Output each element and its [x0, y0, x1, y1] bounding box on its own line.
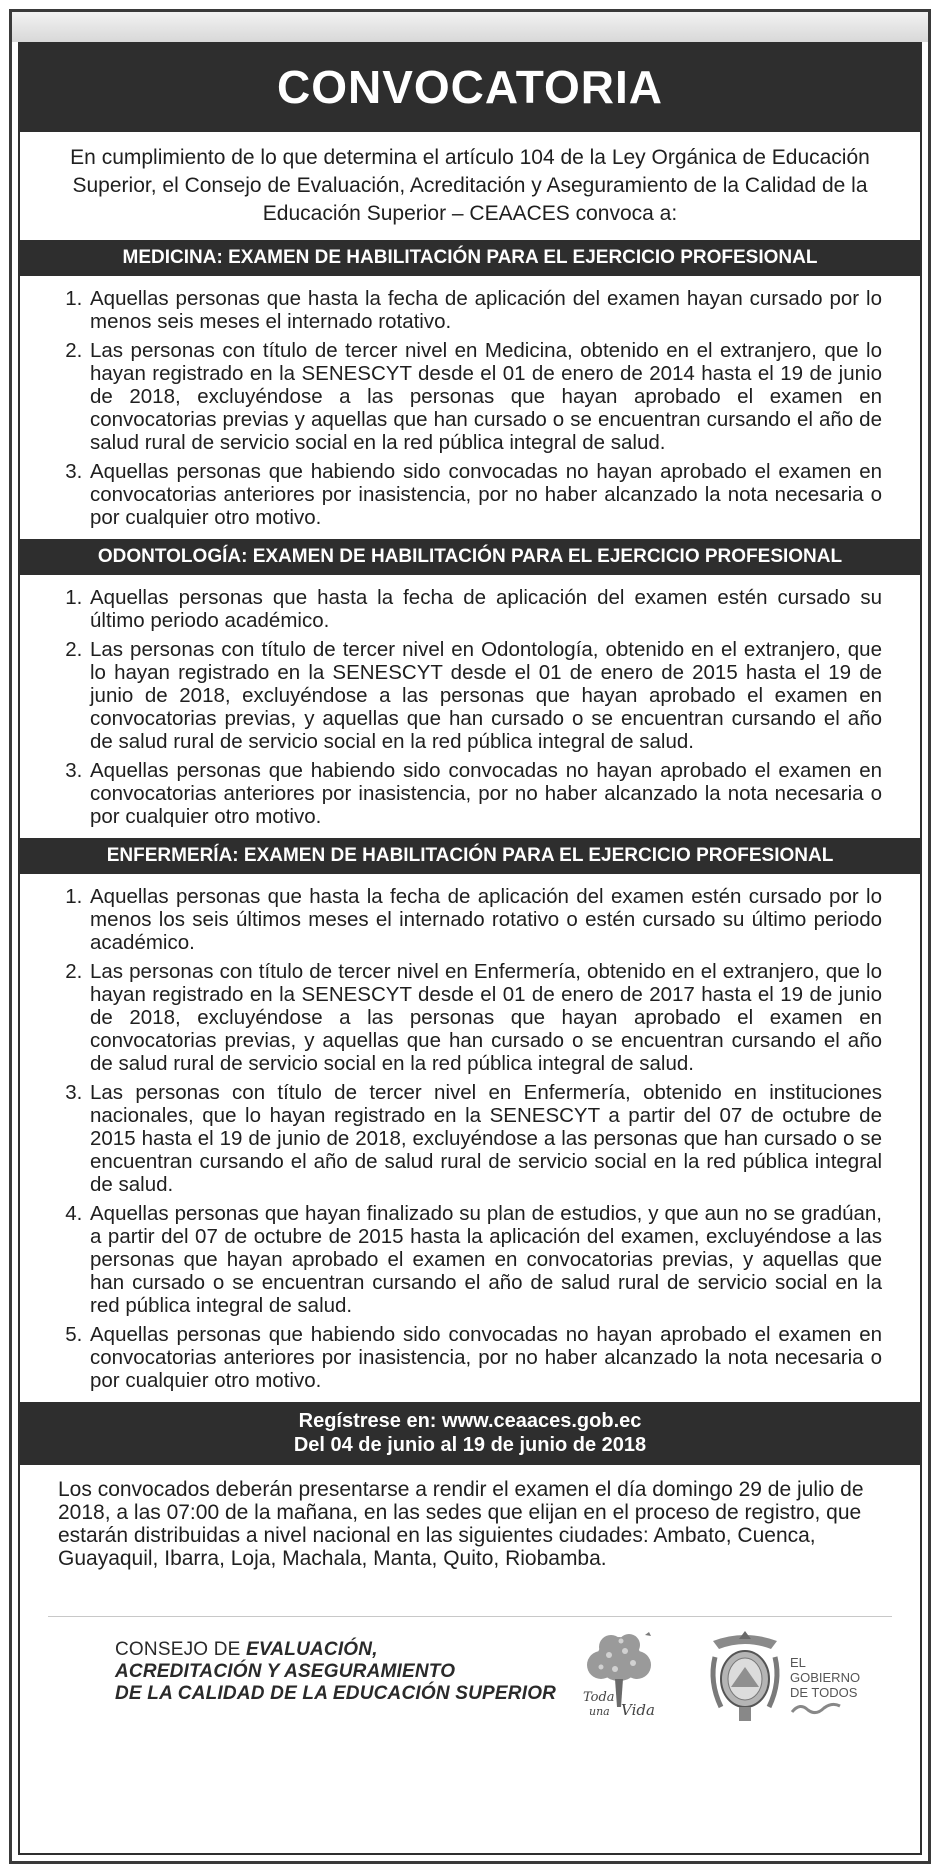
list-item: 2. Las personas con título de tercer nivel en Enfermería, obtenido en el extranjero, que lo hayan registrado en la SENESCYT desde el 01 de enero de 2017 hasta el 19 de junio de 2018, excluyéndose a las personas que hayan aprobado el examen en convocatorias previas, y aquellas que han cursado o se encuentran cursando el año de salud rural de servicio social en la red pública integral de salud. [88, 960, 882, 1075]
registration-dates-line: Del 04 de junio al 19 de junio de 2018 [293, 1434, 647, 1456]
title-bar [20, 42, 920, 132]
org-line2: ACREDITACIÓN Y ASEGURAMIENTO [115, 1661, 456, 1682]
intro-paragraph: En cumplimiento de lo que determina el artículo 104 de la Ley Orgánica de Educación Superior, el Consejo de Evaluación, Acreditación y Aseguramiento de la Calidad de la Educación Superior – CEAACES convoca a: [70, 146, 870, 225]
requirements-list-odontologia [20, 575, 920, 838]
list-item: 2. Las personas con título de tercer nivel en Odontología, obtenido en el extranjero, que lo hayan registrado en la SENESCYT desde el 01 de enero de 2015 hasta el 19 de junio de 2018, excluyéndose a las personas que hayan aprobado el examen en convocatorias previas, y aquellas que han cursado o se encuentran cursando el año de salud rural de servicio social en la red pública integral de salud. [88, 638, 882, 753]
page-title: CONVOCATORIA [277, 61, 663, 113]
section-heading-enfermeria: ENFERMERÍA: EXAMEN DE HABILITACIÓN PARA EL EJERCICIO PROFESIONAL [20, 838, 920, 874]
list-item: 1. Aquellas personas que hasta la fecha de aplicación del examen hayan cursado por lo menos seis meses el internado rotativo. [88, 287, 882, 333]
org-line1-bold: EVALUACIÓN, [246, 1639, 378, 1660]
requirements-list-medicina [20, 276, 920, 539]
ceaaces-logo-text [115, 1639, 556, 1705]
registration-url-line: Regístrese en: www.ceaaces.gob.ec [298, 1410, 642, 1432]
gobierno-wave-icon [790, 1700, 842, 1716]
requirements-list-enfermeria [20, 874, 920, 1402]
ecuador-coat-of-arms-icon [705, 1627, 785, 1727]
section-heading-medicina: MEDICINA: EXAMEN DE HABILITACIÓN PARA EL EJERCICIO PROFESIONAL [20, 240, 920, 276]
gobierno-de-todos-logo [790, 1655, 860, 1719]
list-item: 3. Aquellas personas que habiendo sido convocadas no hayan aprobado el examen en convocatorias anteriores por inasistencia, por no haber alcanzado la nota necesaria o por cualquier otro motivo. [88, 759, 882, 828]
closing-paragraph: Los convocados deberán presentarse a rendir el examen el día domingo 29 de julio de 2018, a las 07:00 de la mañana, en las sedes que elijan en el proceso de registro, que estarán distribuidas a nivel nacional en las siguientes ciudades: Ambato, Cuenca, Guayaquil, Ibarra, Loja, Machala, Manta, Quito, Riobamba. [58, 1478, 864, 1570]
list-item: 1. Aquellas personas que hasta la fecha de aplicación del examen estén cursado su último periodo académico. [88, 586, 882, 632]
list-item: 2. Las personas con título de tercer nivel en Medicina, obtenido en el extranjero, que lo hayan registrado en la SENESCYT desde el 01 de enero de 2014 hasta el 19 de junio de 2018, excluyéndose a las personas que hayan aprobado el examen en convocatorias previas y aquellas que han cursado o se encuentran cursando el año de salud rural de servicio social en la red pública integral de salud. [88, 339, 882, 454]
org-line1-plain: CONSEJO DE [115, 1639, 246, 1660]
org-line3: DE LA CALIDAD DE LA EDUCACIÓN SUPERIOR [115, 1683, 557, 1704]
toda-text: Toda [583, 1690, 615, 1705]
gobierno-line3: DE TODOS [790, 1685, 858, 1700]
una-text: una [589, 1705, 610, 1718]
toda-una-vida-logo-icon [575, 1629, 663, 1725]
notice-body [18, 42, 922, 1855]
gobierno-line1: EL [790, 1655, 806, 1670]
list-item: 1. Aquellas personas que hasta la fecha de aplicación del examen estén cursado por lo menos los seis últimos meses el internado rotativo o estén cursado su último periodo académico. [88, 885, 882, 954]
list-item: 4. Aquellas personas que hayan finalizado su plan de estudios, y que aun no se gradúan, a partir del 07 de octubre de 2015 hasta la aplicación del examen, excluyéndose a las personas que hayan aprobado el examen en convocatorias previas, y aquellas que han cursado o se encuentran cursando el año de salud rural de servicio social en la red pública integral de salud. [88, 1202, 882, 1317]
list-item: 3. Las personas con título de tercer nivel en Enfermería, obtenido en instituciones nacionales, que lo hayan registrado en la SENESCYT a partir del 07 de octubre de 2015 hasta el 19 de junio de 2018, excluyéndose a las personas que han cursado o se encuentran cursando el año de salud rural de servicio social en la red pública integral de salud. [88, 1081, 882, 1196]
list-item: 3. Aquellas personas que habiendo sido convocadas no hayan aprobado el examen en convocatorias anteriores por inasistencia, por no haber alcanzado la nota necesaria o por cualquier otro motivo. [88, 460, 882, 529]
gobierno-line2: GOBIERNO [790, 1670, 861, 1685]
notice-border [9, 9, 931, 1864]
list-item: 5. Aquellas personas que habiendo sido convocadas no hayan aprobado el examen en convocatorias anteriores por inasistencia, por no haber alcanzado la nota necesaria o por cualquier otro motivo. [88, 1323, 882, 1392]
section-heading-odontologia: ODONTOLOGÍA: EXAMEN DE HABILITACIÓN PARA EL EJERCICIO PROFESIONAL [20, 539, 920, 575]
top-gradient-band [12, 12, 928, 42]
vida-text: Vida [621, 1701, 655, 1719]
registration-banner [20, 1402, 920, 1465]
footer [20, 1617, 920, 1745]
